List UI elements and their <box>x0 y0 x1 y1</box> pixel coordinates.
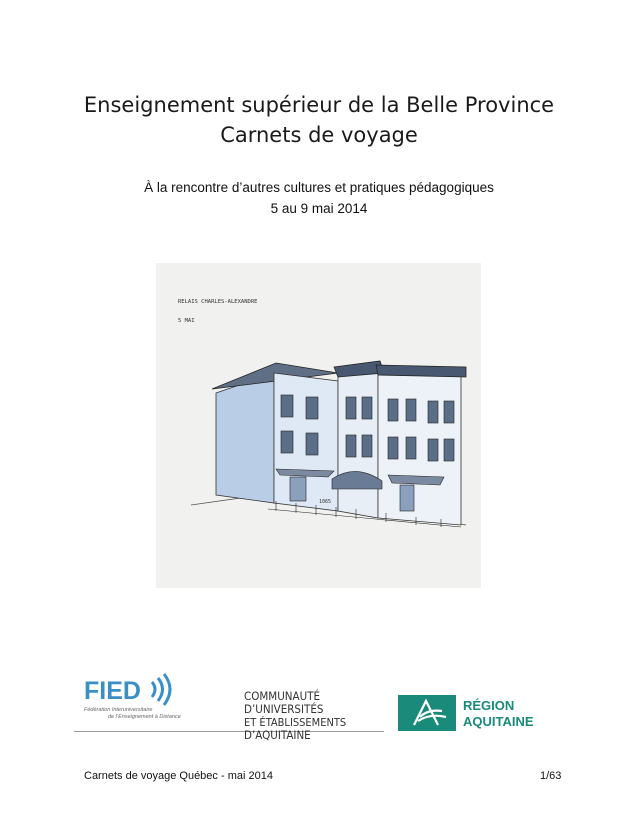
fied-tagline-1: Fédération Interuniversitaire <box>84 707 153 713</box>
sketch-caption: RELAIS CHARLES-ALEXANDRE <box>178 299 258 305</box>
region-line-2: AQUITAINE <box>463 714 534 729</box>
region-aquitaine-mark <box>398 695 556 731</box>
right-cornice <box>376 365 466 377</box>
comue-line-2: D’UNIVERSITÉS <box>244 702 324 716</box>
fied-wordmark: FIED <box>84 677 141 705</box>
fied-tagline-2: de l’Enseignement à Distance <box>108 714 181 720</box>
comue-line-4: D’AQUITAINE <box>244 728 311 742</box>
plaque-number: 1065 <box>319 499 332 505</box>
document-subtitle: Carnets de voyage <box>220 123 418 147</box>
door-left <box>290 477 306 501</box>
left-facade <box>216 373 274 503</box>
sketch-date: 5 MAI <box>178 318 195 324</box>
document-title: Enseignement supérieur de la Belle Province <box>83 93 555 117</box>
fied-logo-mark <box>84 672 214 724</box>
building-sketch <box>156 263 481 588</box>
tagline: À la rencontre d’autres cultures et pratiques pédagogiques <box>144 180 494 195</box>
comue-line-1: COMMUNAUTÉ <box>244 689 321 703</box>
building-sketch-drawing <box>156 263 481 588</box>
door-right <box>400 485 414 511</box>
comue-aquitaine-logo <box>242 688 362 744</box>
footer-text: Carnets de voyage Québec - mai 2014 <box>84 770 273 782</box>
region-aquitaine-logo <box>398 695 556 731</box>
comue-line-3: ET ÉTABLISSEMENTS <box>244 716 347 729</box>
region-line-1: RÉGION <box>463 698 515 713</box>
page-number: 1/63 <box>540 770 562 782</box>
date-range: 5 au 9 mai 2014 <box>270 201 368 216</box>
fied-logo <box>84 672 214 724</box>
comue-aquitaine-wordmark <box>242 688 362 744</box>
